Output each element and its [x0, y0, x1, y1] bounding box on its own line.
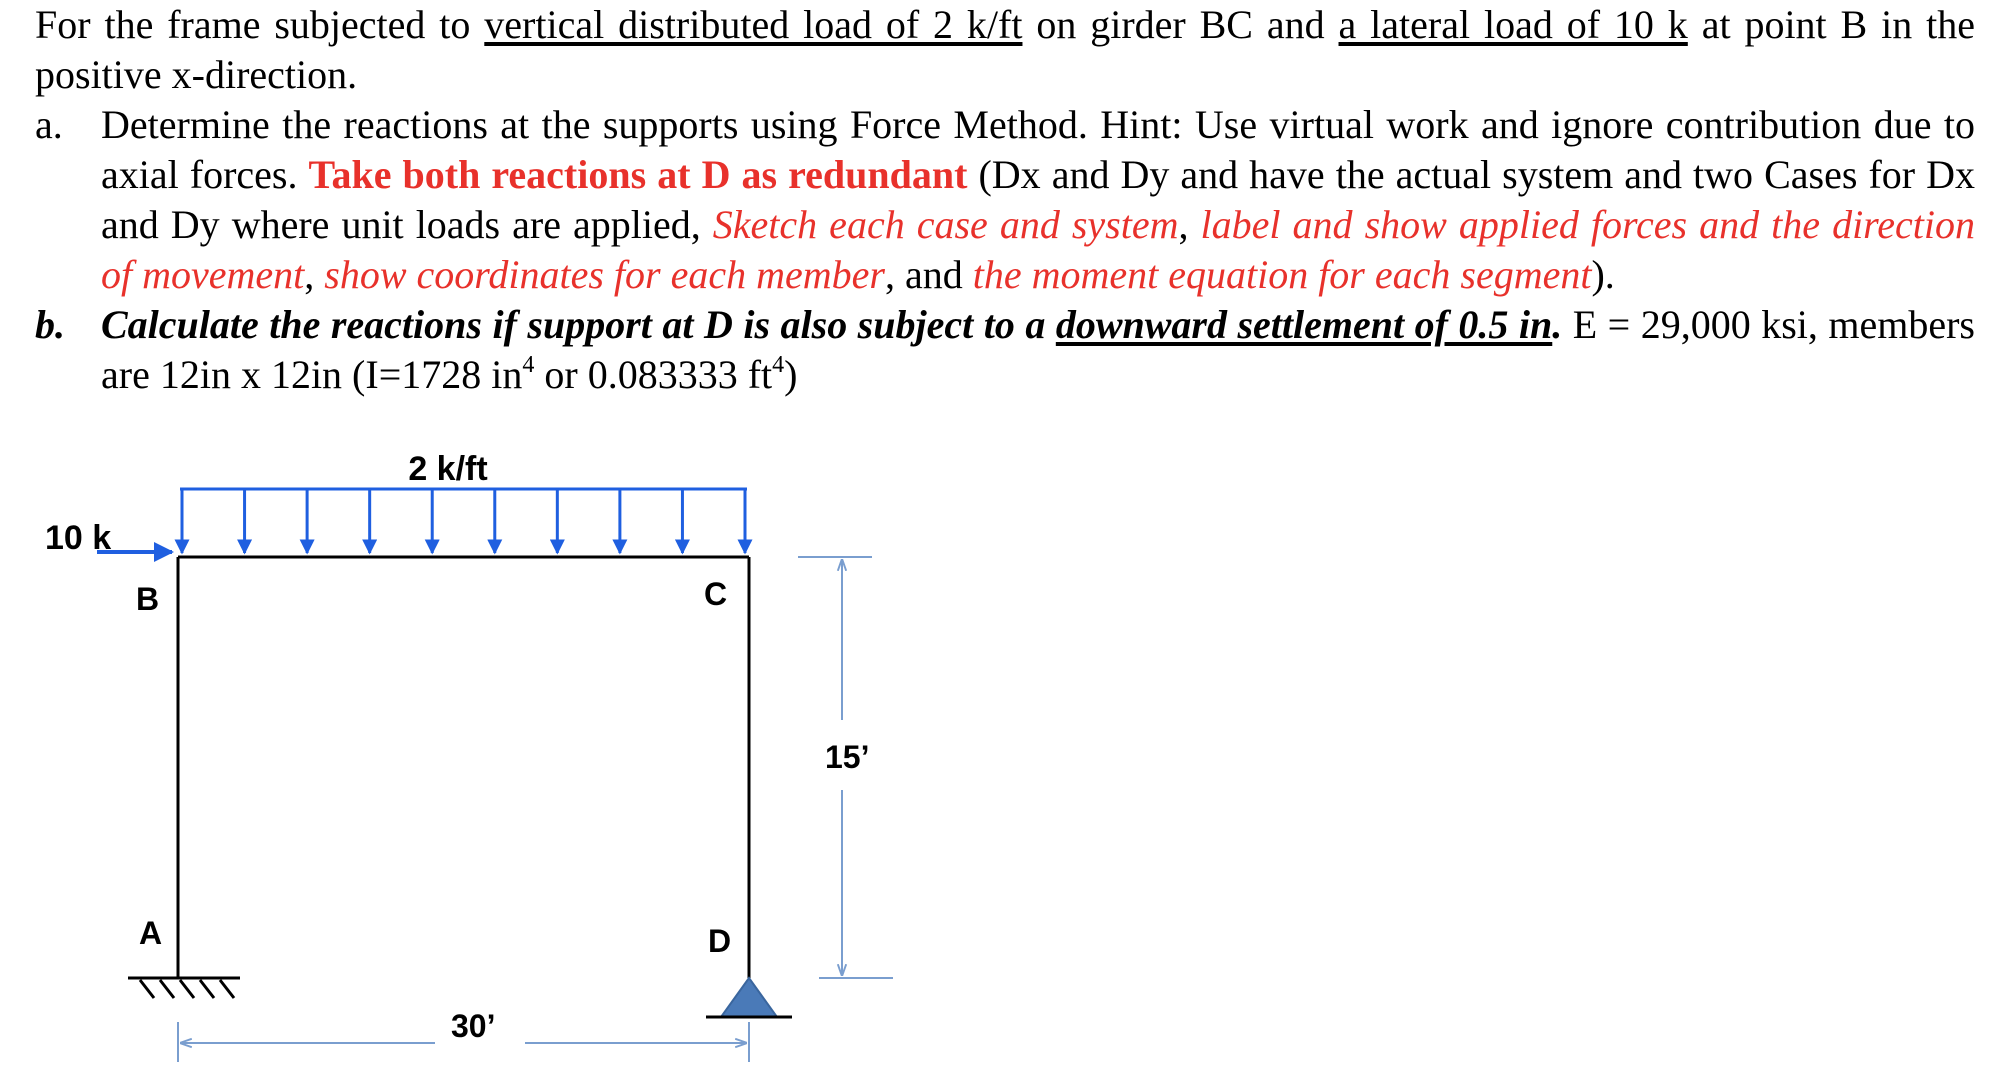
part-b-task: Calculate the reactions if support at D is also subject to a	[101, 302, 1056, 347]
distributed-load	[180, 450, 747, 553]
part-a-marker: a.	[35, 102, 63, 147]
part-b-close: )	[784, 352, 798, 397]
hatch	[140, 980, 154, 998]
part-b-marker: b.	[35, 302, 65, 347]
part-a-text-2: (Dx and Dy and have the actual system and two Cases for Dx and Dy where unit loads are applied,	[101, 152, 1975, 247]
intro-lateral-load: a lateral load of 10 k	[1338, 2, 1688, 47]
lateral-load	[45, 519, 172, 557]
part-a-moment-note: the moment equation for each segment	[972, 252, 1592, 297]
load-arrows	[182, 489, 745, 553]
part-a-close: ).	[1591, 252, 1615, 297]
part-b-properties-1: E = 29,000 ksi, members are 12in x 12in (I=1728 in	[101, 302, 1975, 397]
intro-text-2: on girder BC and	[1022, 2, 1339, 47]
hatch	[200, 980, 214, 998]
hatch	[180, 980, 194, 998]
load-label: 2 k/ft	[408, 450, 488, 488]
part-b-exponent-1: 4	[522, 352, 535, 378]
intro-text-3: at point B in the positive x-direction.	[35, 2, 1975, 97]
pin-triangle	[721, 978, 777, 1017]
part-b-exponent-2: 4	[772, 352, 785, 378]
part-a-label-note: label and show applied forces and the direction of movement	[101, 202, 1976, 297]
intro-text-1: For the frame subjected to	[35, 2, 485, 47]
node-b-label: B	[136, 581, 160, 617]
span-label: 30’	[451, 1008, 496, 1044]
node-c-label: C	[704, 576, 728, 612]
pin-support-d	[706, 978, 792, 1017]
part-a-sep-1: ,	[1178, 202, 1201, 247]
hatch	[220, 980, 234, 998]
part-b-period: .	[1552, 302, 1563, 347]
node-d-label: D	[708, 923, 732, 959]
part-a-text-1: Determine the reactions at the supports using Force Method. Hint: Use virtual work and ignore contribution due to axial forces.	[101, 102, 1975, 197]
part-b-properties-2: or 0.083333 ft	[534, 352, 773, 397]
frame	[178, 557, 749, 978]
part-a-coordinates-note: show coordinates for each member	[324, 252, 885, 297]
node-a-label: A	[139, 915, 163, 951]
part-a-sep-2: ,	[304, 252, 325, 297]
part-a-redundant-note: Take both reactions at D as redundant	[308, 152, 968, 197]
part-b-settlement: downward settlement of 0.5 in	[1055, 302, 1553, 347]
part-a-text-and: , and	[884, 252, 973, 297]
intro-distributed-load: vertical distributed load of 2 k/ft	[484, 2, 1023, 47]
fixed-support-a	[128, 978, 240, 998]
hatch	[160, 980, 174, 998]
part-a-sketch-note: Sketch each case and system	[712, 202, 1179, 247]
height-label: 15’	[825, 739, 870, 775]
lateral-load-label: 10 k	[45, 519, 112, 557]
